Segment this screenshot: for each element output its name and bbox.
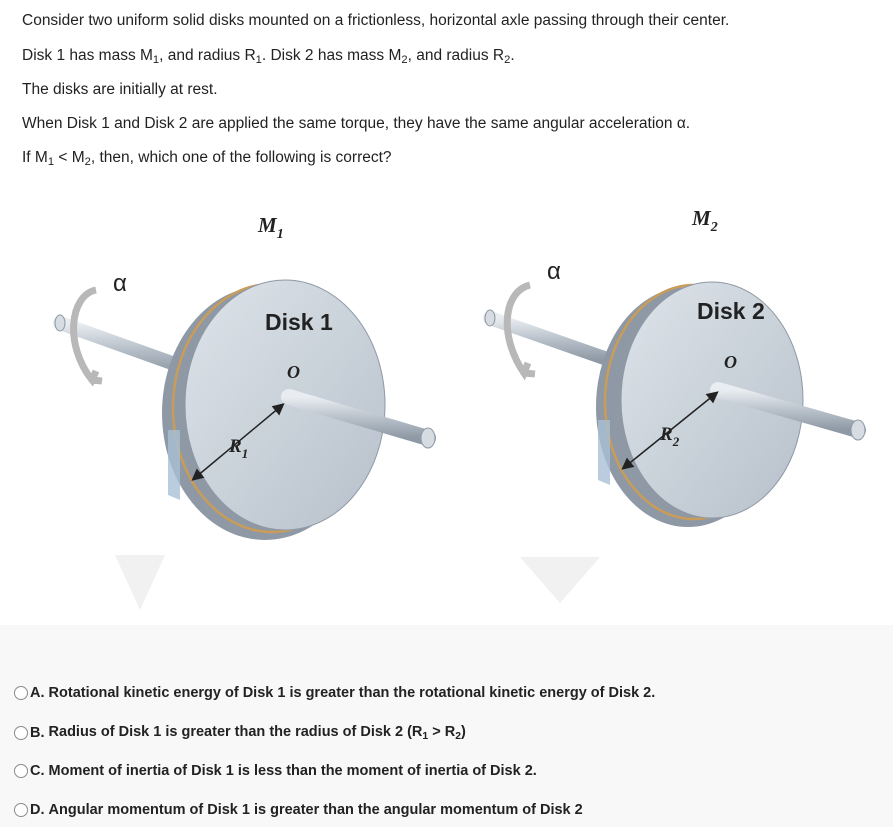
option-b-text: Radius of Disk 1 is greater than the radius of Disk 2 $(R_1 > R_2)$ [48,724,466,742]
question-line-3: The disks are initially at rest. [22,81,218,98]
option-d-radio[interactable] [14,803,28,817]
disk-2-alpha-label: α [547,258,561,285]
option-a-radio[interactable] [14,686,28,700]
option-b-radio[interactable] [14,726,28,740]
option-c-letter: C. [30,763,45,779]
disk-1-center-label: O [287,362,300,382]
option-c[interactable] [14,763,537,779]
option-c-text: Moment of inertia of Disk 1 is less than the moment of inertia of Disk 2. [48,763,537,779]
disk-1-label: Disk 1 [265,309,333,335]
question-line-1: Consider two uniform solid disks mounted on a frictionless, horizontal axle passing through their center. [22,12,730,29]
question-line-4: When Disk 1 and Disk 2 are applied the same torque, they have the same angular acceleration α. [22,115,691,132]
option-a[interactable] [14,685,655,701]
disk-2-center-label: O [724,352,737,372]
option-b[interactable] [14,724,466,742]
two-disks-figure [0,195,893,625]
disk-1-radius-label: $R_1$ [229,436,249,461]
question-line-5: If $M_1 < M_2$, then, which one of the following is correct? [22,149,392,169]
option-a-text: Rotational kinetic energy of Disk 1 is greater than the rotational kinetic energy of Disk 2. [48,685,656,701]
disk-1-alpha-label: α [113,270,127,297]
option-d-text: Angular momentum of Disk 1 is greater than the angular momentum of Disk 2 [48,802,583,818]
option-d[interactable] [14,802,583,818]
disk-2-label: Disk 2 [697,298,765,324]
option-b-letter: B. [30,724,45,741]
option-c-radio[interactable] [14,764,28,778]
question-line-2: Disk 1 has mass $M_1$, and radius $R_1$. Disk 2 has mass $M_2$, and radius $R_2$. [22,47,515,67]
option-a-letter: A. [30,685,45,701]
option-d-letter: D. [30,802,45,818]
disk-1-mass-label: $M_1$ [258,213,284,242]
disk-2-radius-label: $R_2$ [660,424,680,449]
disk-2-mass-label: $M_2$ [692,206,718,235]
